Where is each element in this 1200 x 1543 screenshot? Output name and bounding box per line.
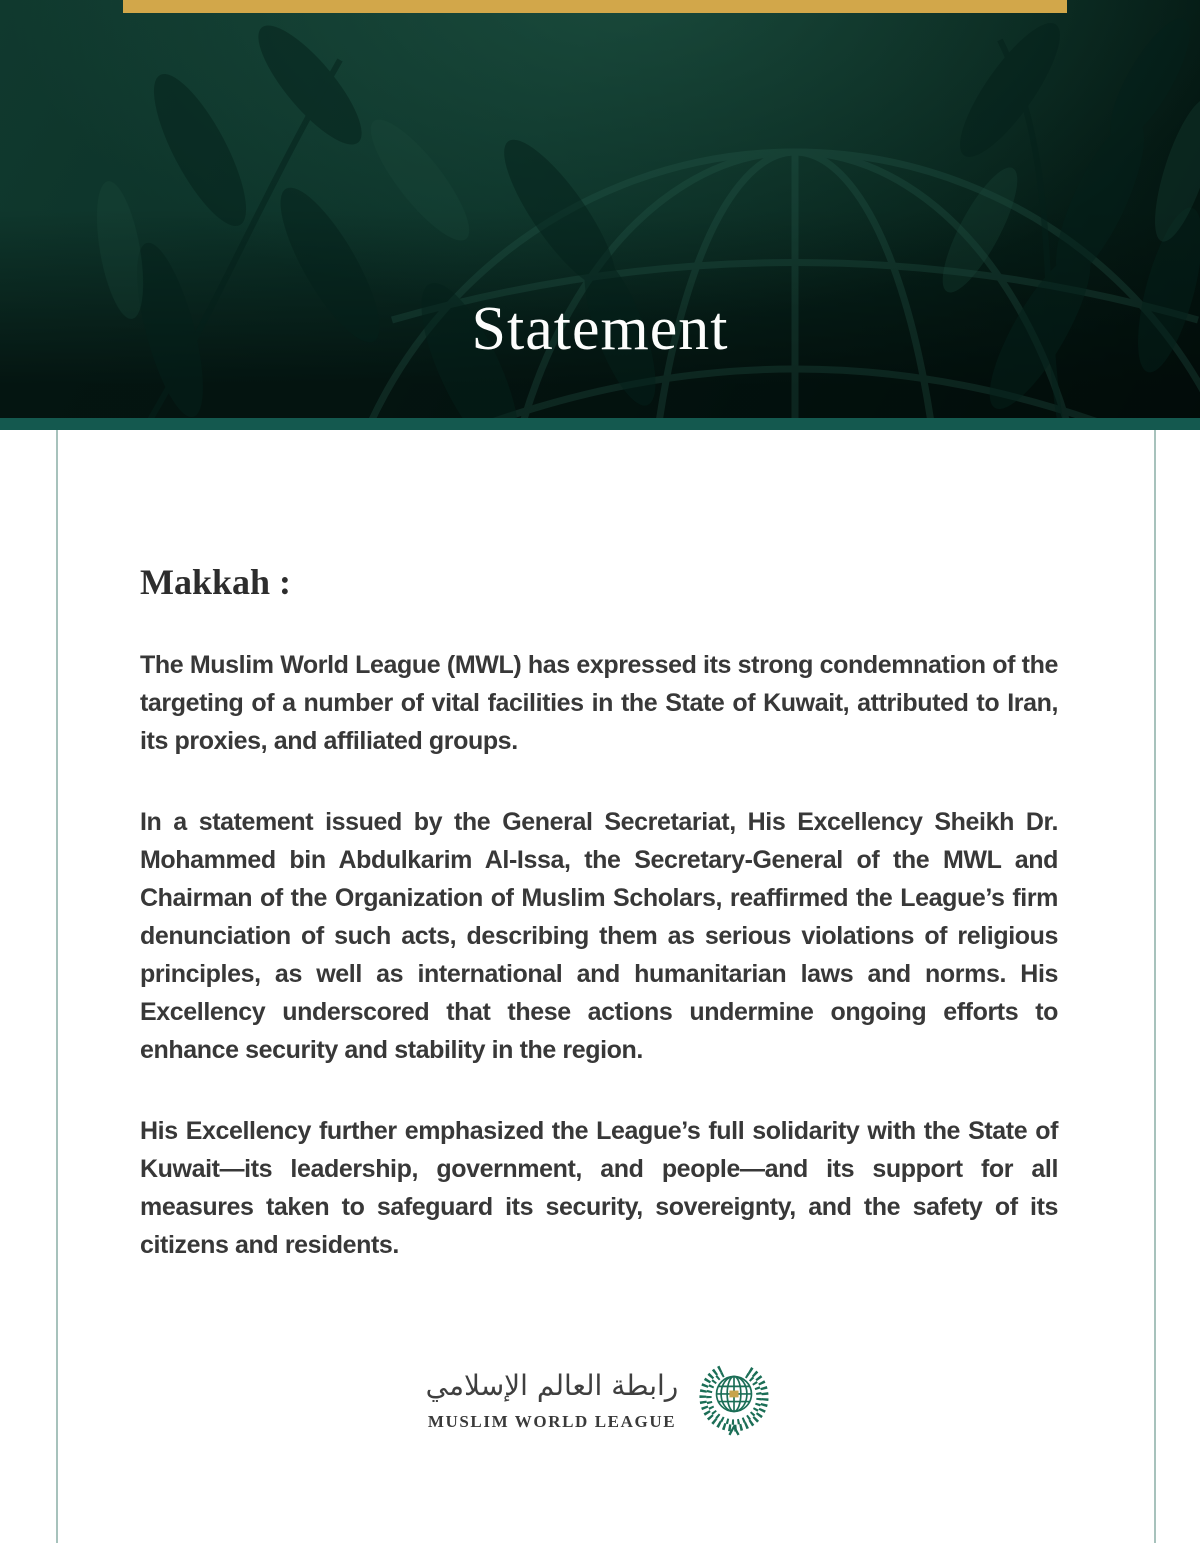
logo-arabic-calligraphy: رابطة العالم الإسلامي [425,1368,679,1402]
header-banner [0,0,1200,418]
page-title: Statement [471,295,729,363]
teal-divider-band [0,418,1200,430]
statement-paragraph: In a statement issued by the General Secretariat, His Excellency Sheikh Dr. Mohammed bin Abdulkarim Al-Issa, the Secretary-General of the MWL and Chairman of the Organization of Muslim Scholars, reaffirmed the League’s firm denunciation of such acts, describing them as serious violations of religious principles, as well as international and humanitarian laws and norms. His Excellency underscored that these actions undermine ongoing efforts to enhance security and stability in the region. [140,808,1058,1064]
footer-logo [140,1356,1058,1438]
logo-text-block [426,1363,679,1432]
kaaba-door-mark [730,1391,739,1398]
statement-paragraph: His Excellency further emphasized the League’s full solidarity with the State of Kuwait—its leadership, government, and people—and its support for all measures taken to safeguard its security, sovereignty, and the safety of its citizens and residents. [140,1117,1058,1259]
logo-org-name: MUSLIM WORLD LEAGUE [427,1411,677,1431]
content-right-rule [1154,430,1156,1543]
mwl-globe-wreath-emblem-icon [696,1356,772,1438]
city-heading: Makkah : [140,562,292,602]
gold-accent-bar [123,0,1067,13]
statement-body [140,430,1058,1438]
content-left-rule [56,430,58,1543]
statement-paragraph: The Muslim World League (MWL) has expressed its strong condemnation of the targeting of a number of vital facilities in the State of Kuwait, attributed to Iran, its proxies, and affiliated groups. [140,651,1058,755]
